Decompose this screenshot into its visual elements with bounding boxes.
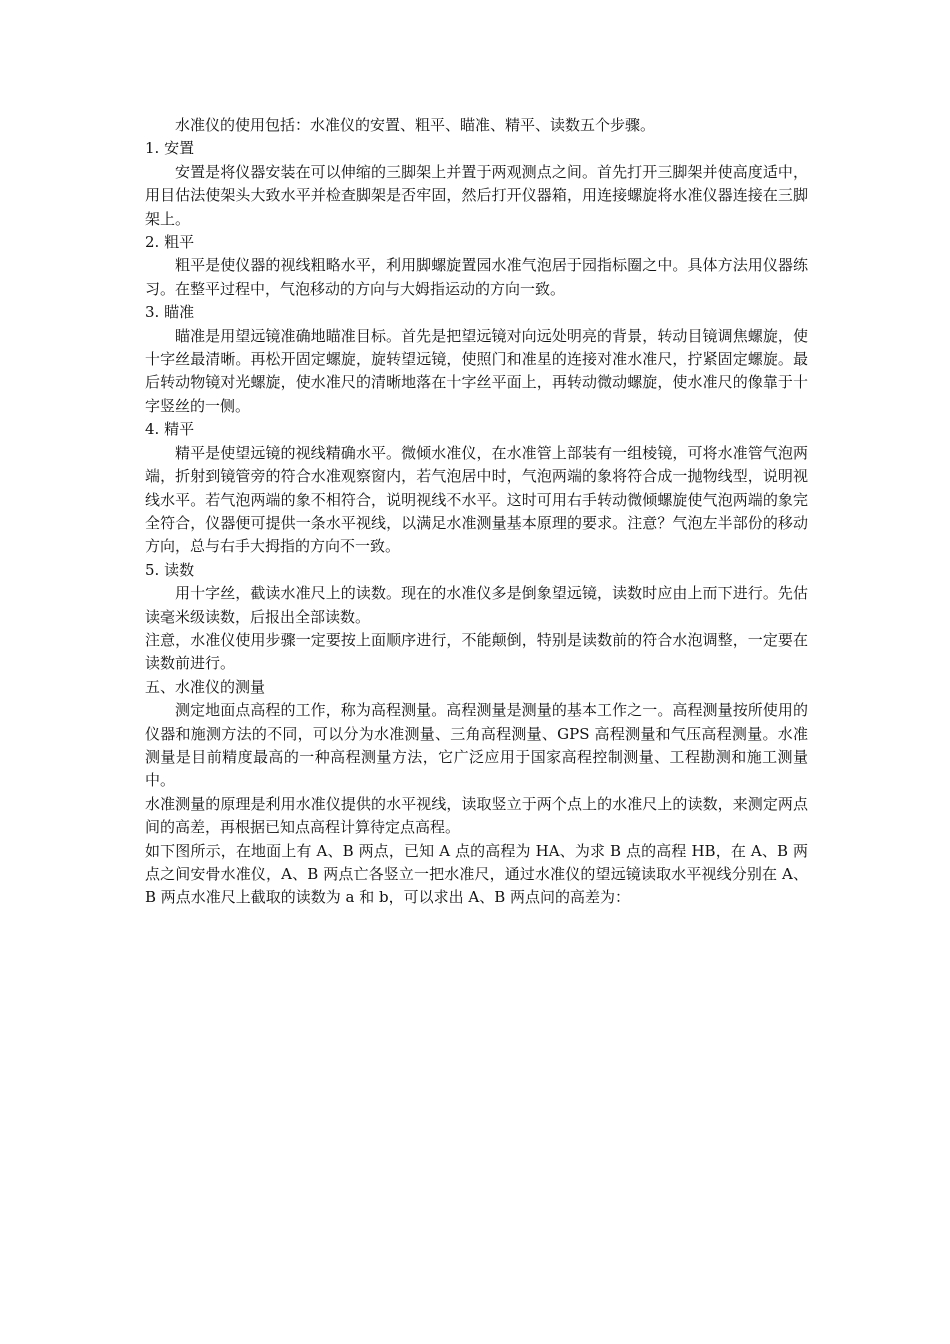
rough-level-paragraph: 粗平是使仪器的视线粗略水平，利用脚螺旋置园水准气泡居于园指标圈之中。具体方法用仪器练习。在整平过程中，气泡移动的方向与大姆指运动的方向一致。 [145, 256, 808, 298]
section-heading-reading: 5. 读数 [145, 560, 195, 579]
section-heading-rough-level: 2. 粗平 [145, 233, 195, 252]
document-body [145, 114, 808, 910]
note-paragraph: 注意，水准仪使用步骤一定要按上面顺序进行，不能颠倒，特别是读数前的符合水泡调整，一定要在读数前进行。 [145, 630, 808, 673]
principle-paragraph: 水准测量的原理是利用水准仪提供的水平视线，读取竖立于两个点上的水准尺上的读数，来测定两点间的高差，再根据已知点高程计算待定点高程。 [145, 794, 808, 837]
section-heading-measurement: 五、水准仪的测量 [145, 677, 266, 696]
intro-paragraph: 水准仪的使用包括：水准仪的安置、粗平、瞄准、精平、读数五个步骤。 [175, 116, 656, 134]
fine-level-paragraph: 精平是使望远镜的视线精确水平。微倾水准仪，在水准管上部装有一组棱镜，可将水准管气泡两端，折射到镜管旁的符合水准观察窗内，若气泡居中时，气泡两端的象将符合成一抛物线型，说明视线水平。若气泡两端的象不相符合，说明视线不水平。这时可用右手转动微倾螺旋使气泡两端的象完全符合，仪器便可提供一条水平视线，以满足水准测量基本原理的要求。注意？气泡左半部份的移动方向，总与右手大拇指的方向不一致。 [145, 443, 808, 556]
section-heading-aim: 3. 瞄准 [145, 303, 195, 322]
setup-paragraph: 安置是将仪器安装在可以伸缩的三脚架上并置于两观测点之间。首先打开三脚架并使高度适中，用目估法使架头大致水平并检查脚架是否牢固，然后打开仪器箱，用连接螺旋将水准仪器连接在三脚架上。 [145, 162, 808, 228]
aim-paragraph: 瞄准是用望远镜准确地瞄准目标。首先是把望远镜对向远处明亮的背景，转动目镜调焦螺旋，使十字丝最清晰。再松开固定螺旋，旋转望远镜，使照门和准星的连接对准水准尺，拧紧固定螺旋。最后转动物镜对光螺旋，使水准尺的清晰地落在十字丝平面上，再转动微动螺旋，使水准尺的像靠于十字竖丝的一侧。 [145, 326, 808, 415]
measurement-paragraph: 测定地面点高程的工作，称为高程测量。高程测量是测量的基本工作之一。高程测量按所使用的仪器和施测方法的不同，可以分为水准测量、三角高程测量、GPS 高程测量和气压高程测量。水准测量是目前精度最高的一种高程测量方法，它广泛应用于国家高程控制测量、工程勘测和施工测量中。 [145, 701, 808, 790]
example-paragraph: 如下图所示，在地面上有 A、B 两点，已知 A 点的高程为 HA、为求 B 点的高程 HB，在 A、B 两点之间安骨水准仪，A、B 两点亡各竖立一把水准尺，通过水准仪的望远镜读取水平视线分别在 A、B 两点水准尺上截取的读数为 a 和 b，可以求出 A、B 两点问的高差为： [145, 841, 808, 907]
reading-paragraph: 用十字丝，截读水准尺上的读数。现在的水准仪多是倒象望远镜，读数时应由上而下进行。先估读毫米级读数，后报出全部读数。 [145, 584, 808, 626]
section-heading-setup: 1. 安置 [145, 139, 195, 158]
section-heading-fine-level: 4. 精平 [145, 420, 195, 439]
